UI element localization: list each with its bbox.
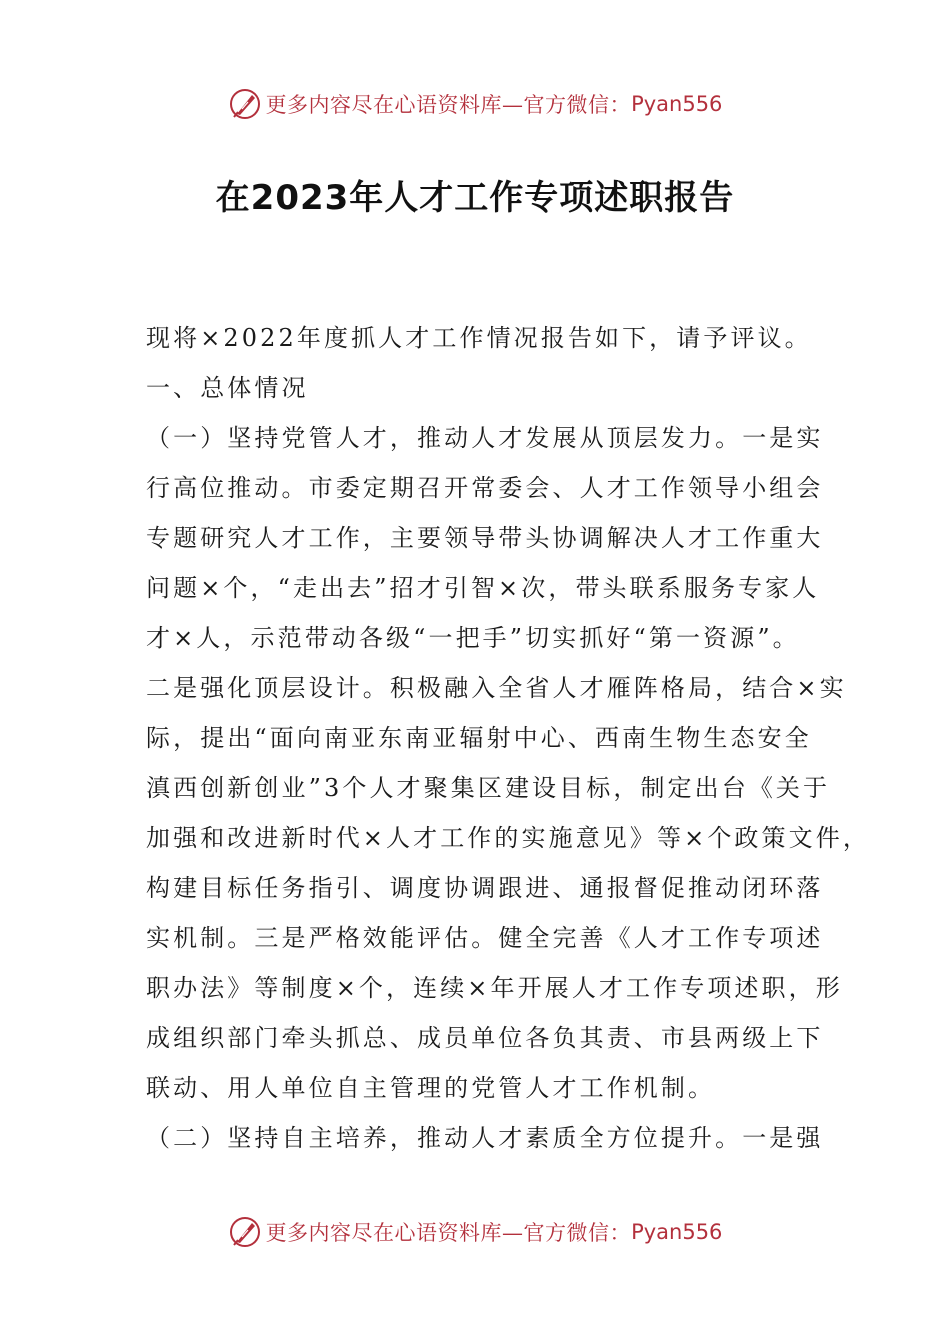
body-line: （一）坚持党管人才，推动人才发展从顶层发力。一是实 (146, 424, 824, 452)
body-line: 现将×2022年度抓人才工作情况报告如下，请予评议。 (146, 324, 812, 352)
body-line: 二是强化顶层设计。积极融入全省人才雁阵格局，结合×实 (146, 674, 847, 702)
body-line: 行高位推动。市委定期召开常委会、人才工作领导小组会 (146, 474, 824, 502)
header-banner-text: 更多内容尽在心语资料库—官方微信： (265, 93, 632, 117)
body-line: 滇西创新创业”3个人才聚集区建设目标，制定出台《关于 (146, 774, 831, 802)
body-line: 问题×个，“走出去”招才引智×次，带头联系服务专家人 (146, 574, 820, 602)
footer-banner-text: 更多内容尽在心语资料库—官方微信： (265, 1221, 632, 1245)
body-line: 才×人，示范带动各级“一把手”切实抓好“第一资源”。 (146, 624, 800, 652)
body-line: 实机制。三是严格效能评估。健全完善《人才工作专项述 (146, 924, 824, 952)
body-line: 加强和改进新时代×人才工作的实施意见》等×个政策文件， (146, 824, 870, 852)
quill-logo-icon (228, 87, 262, 121)
body-line: 职办法》等制度×个，连续×年开展人才工作专项述职，形 (146, 974, 843, 1002)
document-title: 在2023年人才工作专项述职报告 (215, 178, 735, 218)
header-wechat-id: Pyan556 (631, 92, 723, 116)
body-line: 际，提出“面向南亚东南亚辐射中心、西南生物生态安全 (146, 724, 812, 752)
body-line: 一、总体情况 (146, 374, 309, 402)
body-line: （二）坚持自主培养，推动人才素质全方位提升。一是强 (146, 1124, 824, 1152)
document-body (146, 313, 870, 1163)
body-line: 专题研究人才工作，主要领导带头协调解决人才工作重大 (146, 524, 824, 552)
footer-banner (0, 1212, 950, 1252)
quill-logo-icon (228, 1215, 262, 1249)
body-line: 构建目标任务指引、调度协调跟进、通报督促推动闭环落 (146, 874, 824, 902)
body-line: 成组织部门牵头抓总、成员单位各负其责、市县两级上下 (146, 1024, 824, 1052)
footer-wechat-id: Pyan556 (631, 1220, 723, 1244)
body-line: 联动、用人单位自主管理的党管人才工作机制。 (146, 1074, 716, 1102)
header-banner (0, 84, 950, 124)
